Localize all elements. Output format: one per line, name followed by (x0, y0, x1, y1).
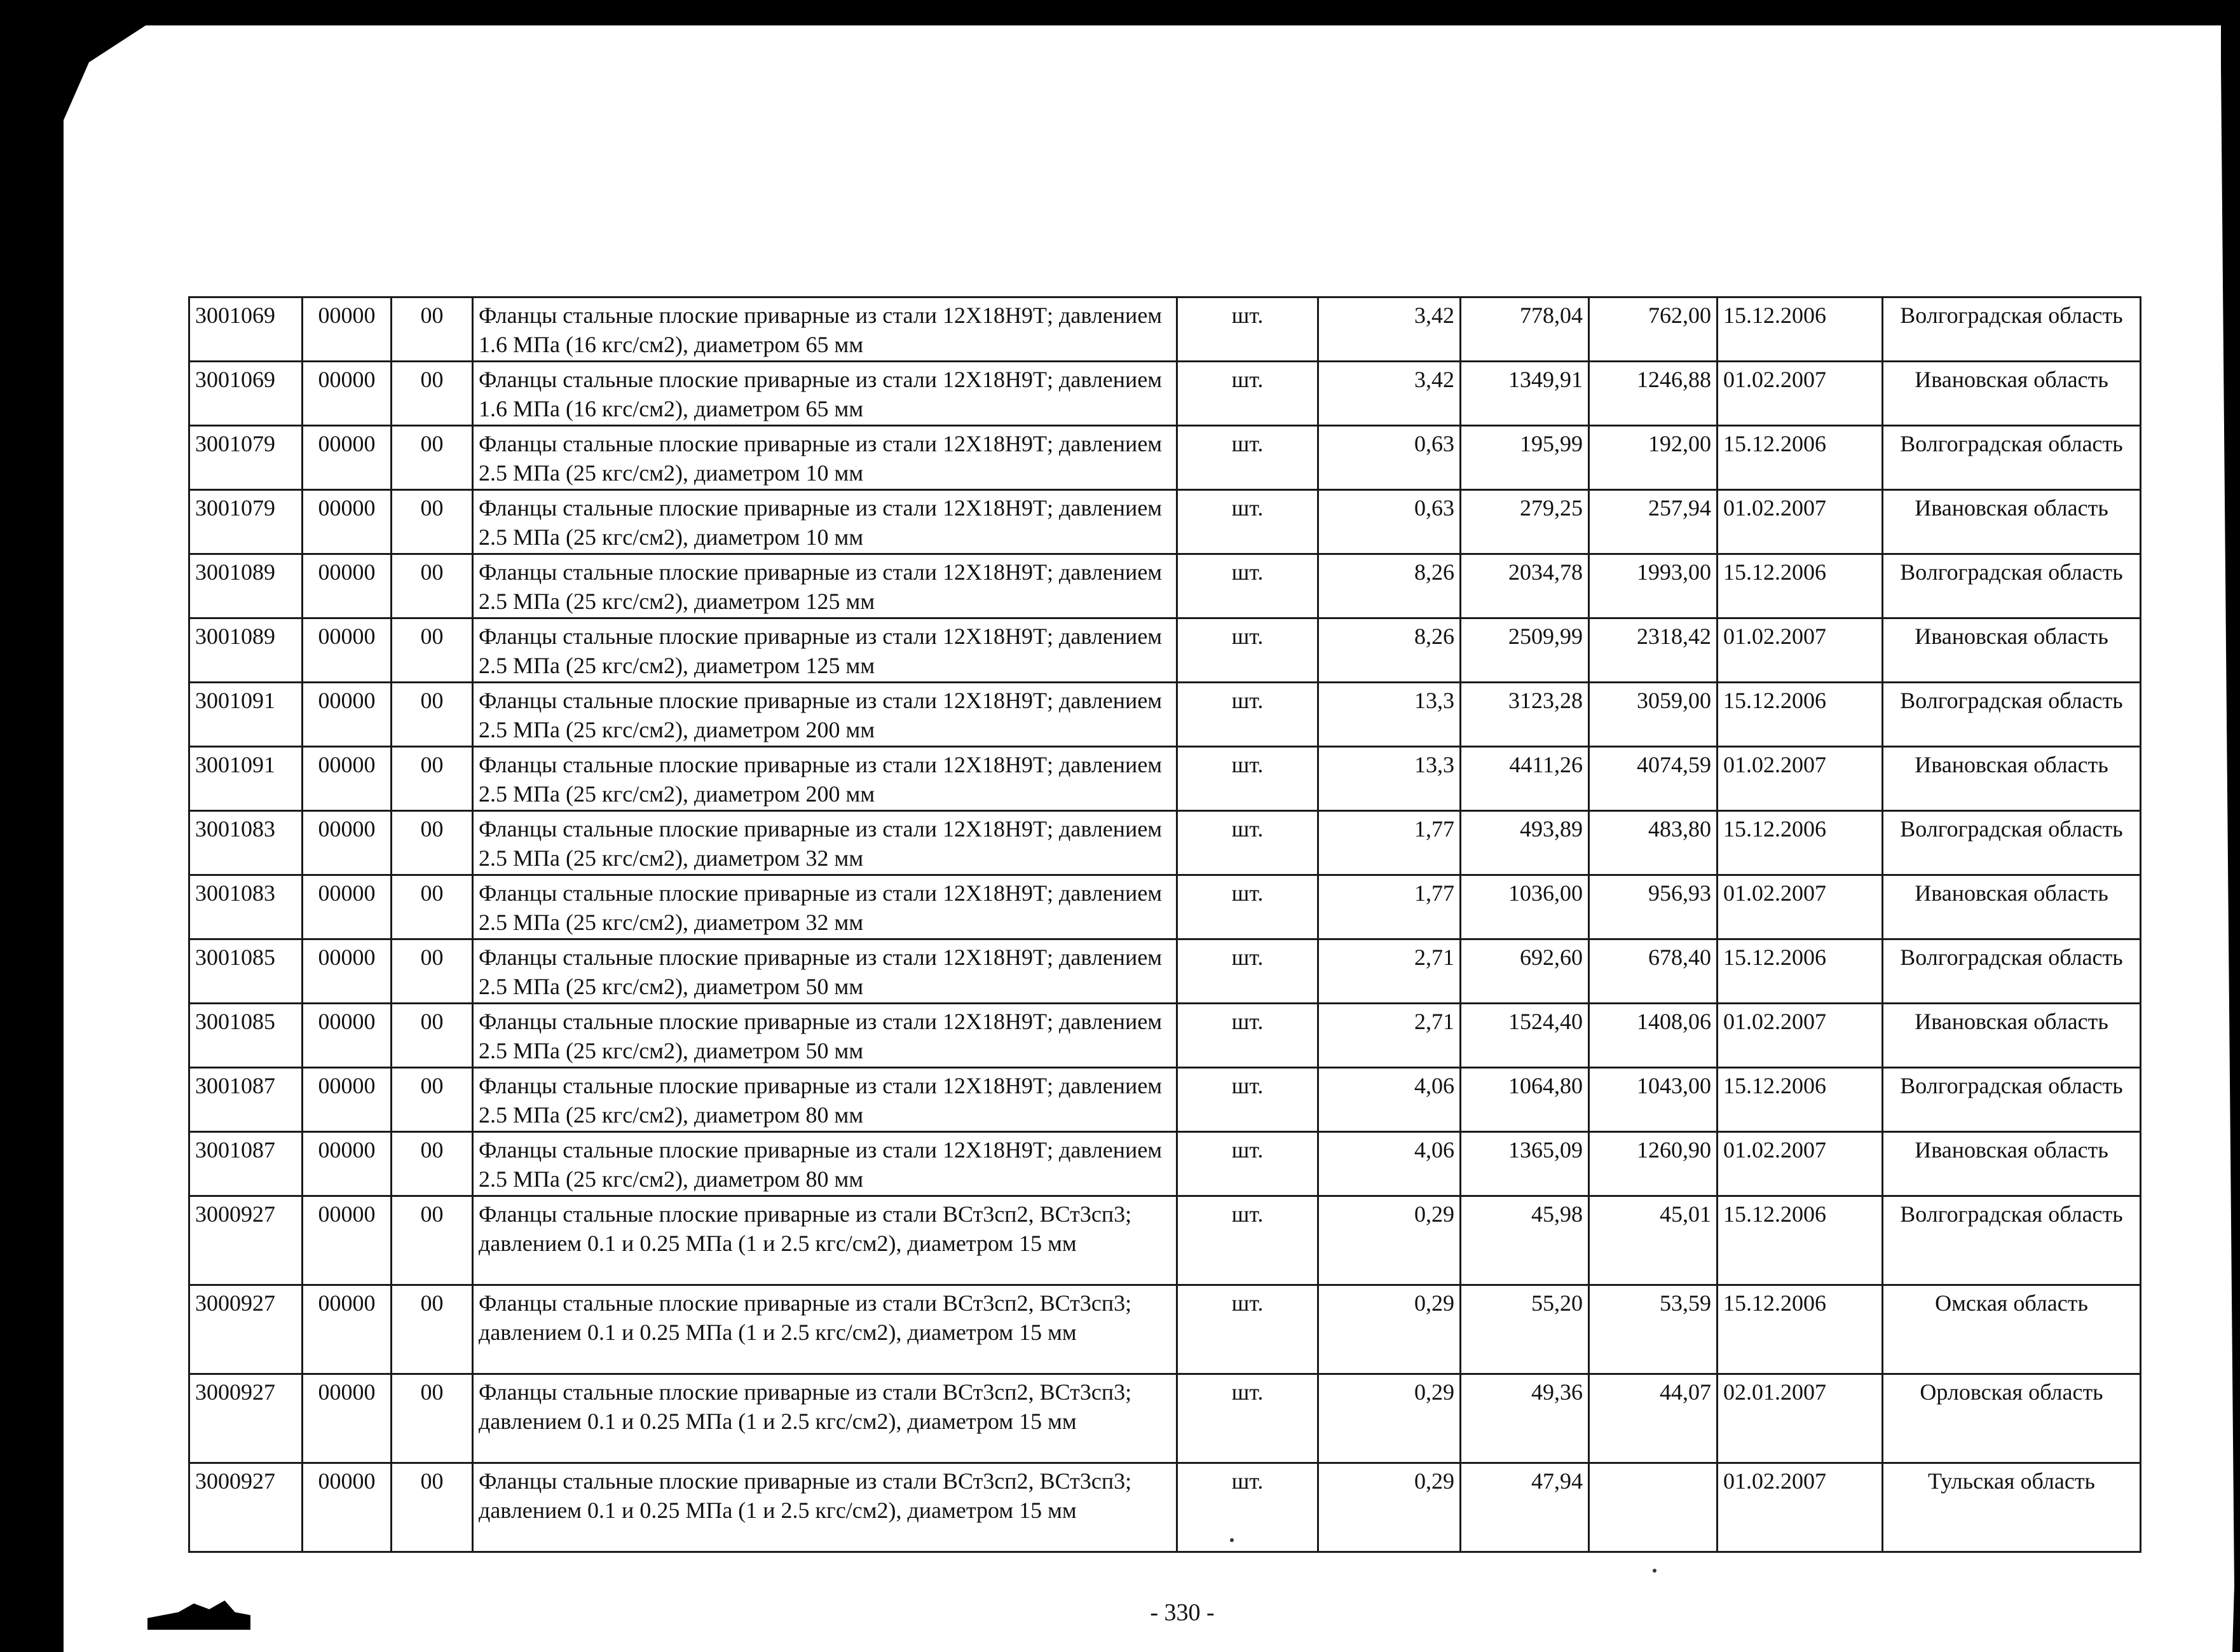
sub-code-cell: 00000 (303, 1132, 392, 1196)
date-cell: 01.02.2007 (1718, 362, 1883, 426)
table-row (189, 747, 2141, 811)
region-cell: Ивановская область (1883, 490, 2141, 554)
region-cell: Орловская область (1883, 1374, 2141, 1463)
table-row (189, 490, 2141, 554)
description-cell: Фланцы стальные плоские приварные из стали 12Х18Н9Т; давлением 2.5 МПа (25 кгс/см2), диаметром 200 мм (473, 683, 1177, 747)
weight-cell: 0,29 (1318, 1374, 1461, 1463)
price-with-vat-cell: 1349,91 (1461, 362, 1589, 426)
sub-code2-cell: 00 (392, 426, 473, 490)
description-cell: Фланцы стальные плоские приварные из стали 12Х18Н9Т; давлением 2.5 МПа (25 кгс/см2), диаметром 32 мм (473, 811, 1177, 875)
item-code-cell: 3001083 (189, 875, 303, 939)
price-with-vat-cell: 4411,26 (1461, 747, 1589, 811)
weight-cell: 0,63 (1318, 490, 1461, 554)
sub-code2-cell: 00 (392, 683, 473, 747)
sub-code-cell: 00000 (303, 875, 392, 939)
item-code-cell: 3001091 (189, 683, 303, 747)
price-cell: 2318,42 (1589, 618, 1718, 683)
description-cell: Фланцы стальные плоские приварные из стали 12Х18Н9Т; давлением 2.5 МПа (25 кгс/см2), диаметром 125 мм (473, 554, 1177, 618)
sub-code2-cell: 00 (392, 1285, 473, 1374)
date-cell: 15.12.2006 (1718, 939, 1883, 1004)
date-cell: 15.12.2006 (1718, 1285, 1883, 1374)
price-with-vat-cell: 45,98 (1461, 1196, 1589, 1285)
table-row (189, 1374, 2141, 1463)
sub-code2-cell: 00 (392, 1004, 473, 1068)
date-cell: 01.02.2007 (1718, 1132, 1883, 1196)
sub-code-cell: 00000 (303, 939, 392, 1004)
weight-cell: 2,71 (1318, 1004, 1461, 1068)
price-cell: 762,00 (1589, 297, 1718, 362)
sub-code2-cell: 00 (392, 875, 473, 939)
table-row (189, 1463, 2141, 1552)
sub-code-cell: 00000 (303, 811, 392, 875)
table-row (189, 1004, 2141, 1068)
date-cell: 01.02.2007 (1718, 490, 1883, 554)
table-row (189, 1132, 2141, 1196)
date-cell: 01.02.2007 (1718, 618, 1883, 683)
sub-code-cell: 00000 (303, 1196, 392, 1285)
weight-cell: 8,26 (1318, 554, 1461, 618)
sub-code-cell: 00000 (303, 683, 392, 747)
price-cell: 4074,59 (1589, 747, 1718, 811)
table-row (189, 939, 2141, 1004)
description-cell: Фланцы стальные плоские приварные из стали 12Х18Н9Т; давлением 2.5 МПа (25 кгс/см2), диаметром 10 мм (473, 490, 1177, 554)
region-cell: Ивановская область (1883, 747, 2141, 811)
region-cell: Волгоградская область (1883, 939, 2141, 1004)
weight-cell: 3,42 (1318, 362, 1461, 426)
unit-cell: шт. (1177, 1285, 1318, 1374)
weight-cell: 4,06 (1318, 1068, 1461, 1132)
scan-border-top (0, 0, 2240, 25)
sub-code2-cell: 00 (392, 618, 473, 683)
weight-cell: 4,06 (1318, 1132, 1461, 1196)
unit-cell: шт. (1177, 683, 1318, 747)
region-cell: Волгоградская область (1883, 811, 2141, 875)
item-code-cell: 3001091 (189, 747, 303, 811)
price-cell: 1246,88 (1589, 362, 1718, 426)
sub-code-cell: 00000 (303, 362, 392, 426)
unit-cell: шт. (1177, 1068, 1318, 1132)
sub-code2-cell: 00 (392, 490, 473, 554)
item-code-cell: 3000927 (189, 1463, 303, 1552)
table-row (189, 811, 2141, 875)
scan-border-left (0, 0, 64, 1652)
item-code-cell: 3001087 (189, 1132, 303, 1196)
item-code-cell: 3001069 (189, 297, 303, 362)
item-code-cell: 3001079 (189, 426, 303, 490)
table-row (189, 554, 2141, 618)
sub-code2-cell: 00 (392, 362, 473, 426)
description-cell: Фланцы стальные плоские приварные из стали 12Х18Н9Т; давлением 2.5 МПа (25 кгс/см2), диаметром 80 мм (473, 1068, 1177, 1132)
price-cell: 678,40 (1589, 939, 1718, 1004)
unit-cell: шт. (1177, 1196, 1318, 1285)
price-with-vat-cell: 2509,99 (1461, 618, 1589, 683)
region-cell: Ивановская область (1883, 618, 2141, 683)
region-cell: Волгоградская область (1883, 426, 2141, 490)
date-cell: 01.02.2007 (1718, 747, 1883, 811)
weight-cell: 0,29 (1318, 1285, 1461, 1374)
region-cell: Волгоградская область (1883, 683, 2141, 747)
price-with-vat-cell: 279,25 (1461, 490, 1589, 554)
unit-cell: шт. (1177, 362, 1318, 426)
price-cell: 192,00 (1589, 426, 1718, 490)
table-row (189, 426, 2141, 490)
item-code-cell: 3000927 (189, 1196, 303, 1285)
unit-cell: шт. (1177, 811, 1318, 875)
price-with-vat-cell: 778,04 (1461, 297, 1589, 362)
date-cell: 15.12.2006 (1718, 297, 1883, 362)
unit-cell: шт. (1177, 939, 1318, 1004)
price-cell: 1043,00 (1589, 1068, 1718, 1132)
table-row (189, 1196, 2141, 1285)
unit-cell: шт. (1177, 426, 1318, 490)
region-cell: Волгоградская область (1883, 297, 2141, 362)
table-row (189, 875, 2141, 939)
price-cell: 3059,00 (1589, 683, 1718, 747)
scan-speck (1653, 1569, 1656, 1573)
unit-cell: шт. (1177, 875, 1318, 939)
item-code-cell: 3001087 (189, 1068, 303, 1132)
item-code-cell: 3001083 (189, 811, 303, 875)
price-with-vat-cell: 1064,80 (1461, 1068, 1589, 1132)
unit-cell: шт. (1177, 747, 1318, 811)
price-with-vat-cell: 692,60 (1461, 939, 1589, 1004)
description-cell: Фланцы стальные плоские приварные из стали 12Х18Н9Т; давлением 2.5 МПа (25 кгс/см2), диаметром 125 мм (473, 618, 1177, 683)
description-cell: Фланцы стальные плоские приварные из стали ВСт3сп2, ВСт3сп3; давлением 0.1 и 0.25 МПа (1 и 2.5 кгс/см2), диаметром 15 мм (473, 1463, 1177, 1552)
price-with-vat-cell: 49,36 (1461, 1374, 1589, 1463)
description-cell: Фланцы стальные плоские приварные из стали ВСт3сп2, ВСт3сп3; давлением 0.1 и 0.25 МПа (1 и 2.5 кгс/см2), диаметром 15 мм (473, 1285, 1177, 1374)
sub-code-cell: 00000 (303, 1068, 392, 1132)
unit-cell: шт. (1177, 297, 1318, 362)
price-table (188, 296, 2141, 1553)
unit-cell: шт. (1177, 1463, 1318, 1552)
date-cell: 15.12.2006 (1718, 811, 1883, 875)
weight-cell: 8,26 (1318, 618, 1461, 683)
weight-cell: 0,29 (1318, 1463, 1461, 1552)
description-cell: Фланцы стальные плоские приварные из стали 12Х18Н9Т; давлением 2.5 МПа (25 кгс/см2), диаметром 10 мм (473, 426, 1177, 490)
price-with-vat-cell: 1036,00 (1461, 875, 1589, 939)
weight-cell: 2,71 (1318, 939, 1461, 1004)
date-cell: 15.12.2006 (1718, 1068, 1883, 1132)
weight-cell: 1,77 (1318, 875, 1461, 939)
sub-code2-cell: 00 (392, 1196, 473, 1285)
weight-cell: 0,63 (1318, 426, 1461, 490)
region-cell: Омская область (1883, 1285, 2141, 1374)
date-cell: 01.02.2007 (1718, 875, 1883, 939)
sub-code-cell: 00000 (303, 747, 392, 811)
sub-code-cell: 00000 (303, 1463, 392, 1552)
sub-code2-cell: 00 (392, 1132, 473, 1196)
price-with-vat-cell: 1365,09 (1461, 1132, 1589, 1196)
unit-cell: шт. (1177, 490, 1318, 554)
price-cell: 44,07 (1589, 1374, 1718, 1463)
description-cell: Фланцы стальные плоские приварные из стали 12Х18Н9Т; давлением 2.5 МПа (25 кгс/см2), диаметром 50 мм (473, 939, 1177, 1004)
price-cell: 956,93 (1589, 875, 1718, 939)
item-code-cell: 3000927 (189, 1285, 303, 1374)
sub-code2-cell: 00 (392, 297, 473, 362)
weight-cell: 1,77 (1318, 811, 1461, 875)
scan-blot (147, 1601, 250, 1630)
sub-code-cell: 00000 (303, 297, 392, 362)
price-with-vat-cell: 2034,78 (1461, 554, 1589, 618)
item-code-cell: 3001069 (189, 362, 303, 426)
unit-cell: шт. (1177, 554, 1318, 618)
table-row (189, 683, 2141, 747)
sub-code-cell: 00000 (303, 554, 392, 618)
description-cell: Фланцы стальные плоские приварные из стали ВСт3сп2, ВСт3сп3; давлением 0.1 и 0.25 МПа (1 и 2.5 кгс/см2), диаметром 15 мм (473, 1374, 1177, 1463)
price-with-vat-cell: 195,99 (1461, 426, 1589, 490)
date-cell: 15.12.2006 (1718, 683, 1883, 747)
table-row (189, 618, 2141, 683)
scan-border-right (2221, 0, 2240, 1652)
sub-code2-cell: 00 (392, 554, 473, 618)
sub-code-cell: 00000 (303, 1004, 392, 1068)
page-number: - 330 - (1150, 1599, 1215, 1626)
date-cell: 01.02.2007 (1718, 1463, 1883, 1552)
sub-code-cell: 00000 (303, 1374, 392, 1463)
description-cell: Фланцы стальные плоские приварные из стали 12Х18Н9Т; давлением 1.6 МПа (16 кгс/см2), диаметром 65 мм (473, 362, 1177, 426)
price-with-vat-cell: 47,94 (1461, 1463, 1589, 1552)
date-cell: 02.01.2007 (1718, 1374, 1883, 1463)
region-cell: Волгоградская область (1883, 1196, 2141, 1285)
description-cell: Фланцы стальные плоские приварные из стали 12Х18Н9Т; давлением 2.5 МПа (25 кгс/см2), диаметром 80 мм (473, 1132, 1177, 1196)
table-body (189, 297, 2141, 1552)
region-cell: Волгоградская область (1883, 1068, 2141, 1132)
date-cell: 01.02.2007 (1718, 1004, 1883, 1068)
sub-code2-cell: 00 (392, 939, 473, 1004)
description-cell: Фланцы стальные плоские приварные из стали 12Х18Н9Т; давлением 1.6 МПа (16 кгс/см2), диаметром 65 мм (473, 297, 1177, 362)
description-cell: Фланцы стальные плоские приварные из стали 12Х18Н9Т; давлением 2.5 МПа (25 кгс/см2), диаметром 200 мм (473, 747, 1177, 811)
item-code-cell: 3000927 (189, 1374, 303, 1463)
table-row (189, 362, 2141, 426)
price-cell: 1260,90 (1589, 1132, 1718, 1196)
region-cell: Ивановская область (1883, 875, 2141, 939)
weight-cell: 13,3 (1318, 747, 1461, 811)
region-cell: Волгоградская область (1883, 554, 2141, 618)
unit-cell: шт. (1177, 618, 1318, 683)
table-row (189, 1285, 2141, 1374)
sub-code2-cell: 00 (392, 1068, 473, 1132)
sub-code2-cell: 00 (392, 1463, 473, 1552)
item-code-cell: 3001085 (189, 939, 303, 1004)
price-with-vat-cell: 55,20 (1461, 1285, 1589, 1374)
weight-cell: 0,29 (1318, 1196, 1461, 1285)
item-code-cell: 3001079 (189, 490, 303, 554)
price-cell: 483,80 (1589, 811, 1718, 875)
price-with-vat-cell: 493,89 (1461, 811, 1589, 875)
price-with-vat-cell: 3123,28 (1461, 683, 1589, 747)
item-code-cell: 3001085 (189, 1004, 303, 1068)
date-cell: 15.12.2006 (1718, 554, 1883, 618)
price-cell (1589, 1463, 1718, 1552)
region-cell: Ивановская область (1883, 362, 2141, 426)
unit-cell: шт. (1177, 1374, 1318, 1463)
sub-code-cell: 00000 (303, 426, 392, 490)
table-row (189, 1068, 2141, 1132)
region-cell: Ивановская область (1883, 1004, 2141, 1068)
sub-code2-cell: 00 (392, 1374, 473, 1463)
table-row (189, 297, 2141, 362)
weight-cell: 13,3 (1318, 683, 1461, 747)
sub-code-cell: 00000 (303, 618, 392, 683)
date-cell: 15.12.2006 (1718, 426, 1883, 490)
date-cell: 15.12.2006 (1718, 1196, 1883, 1285)
unit-cell: шт. (1177, 1004, 1318, 1068)
region-cell: Ивановская область (1883, 1132, 2141, 1196)
sub-code2-cell: 00 (392, 747, 473, 811)
unit-cell: шт. (1177, 1132, 1318, 1196)
description-cell: Фланцы стальные плоские приварные из стали 12Х18Н9Т; давлением 2.5 МПа (25 кгс/см2), диаметром 50 мм (473, 1004, 1177, 1068)
item-code-cell: 3001089 (189, 554, 303, 618)
weight-cell: 3,42 (1318, 297, 1461, 362)
item-code-cell: 3001089 (189, 618, 303, 683)
sub-code2-cell: 00 (392, 811, 473, 875)
price-cell: 1993,00 (1589, 554, 1718, 618)
region-cell: Тульская область (1883, 1463, 2141, 1552)
price-cell: 53,59 (1589, 1285, 1718, 1374)
description-cell: Фланцы стальные плоские приварные из стали ВСт3сп2, ВСт3сп3; давлением 0.1 и 0.25 МПа (1 и 2.5 кгс/см2), диаметром 15 мм (473, 1196, 1177, 1285)
description-cell: Фланцы стальные плоские приварные из стали 12Х18Н9Т; давлением 2.5 МПа (25 кгс/см2), диаметром 32 мм (473, 875, 1177, 939)
price-cell: 45,01 (1589, 1196, 1718, 1285)
price-cell: 257,94 (1589, 490, 1718, 554)
sub-code-cell: 00000 (303, 490, 392, 554)
price-table-container (188, 296, 2141, 1553)
sub-code-cell: 00000 (303, 1285, 392, 1374)
price-cell: 1408,06 (1589, 1004, 1718, 1068)
price-with-vat-cell: 1524,40 (1461, 1004, 1589, 1068)
